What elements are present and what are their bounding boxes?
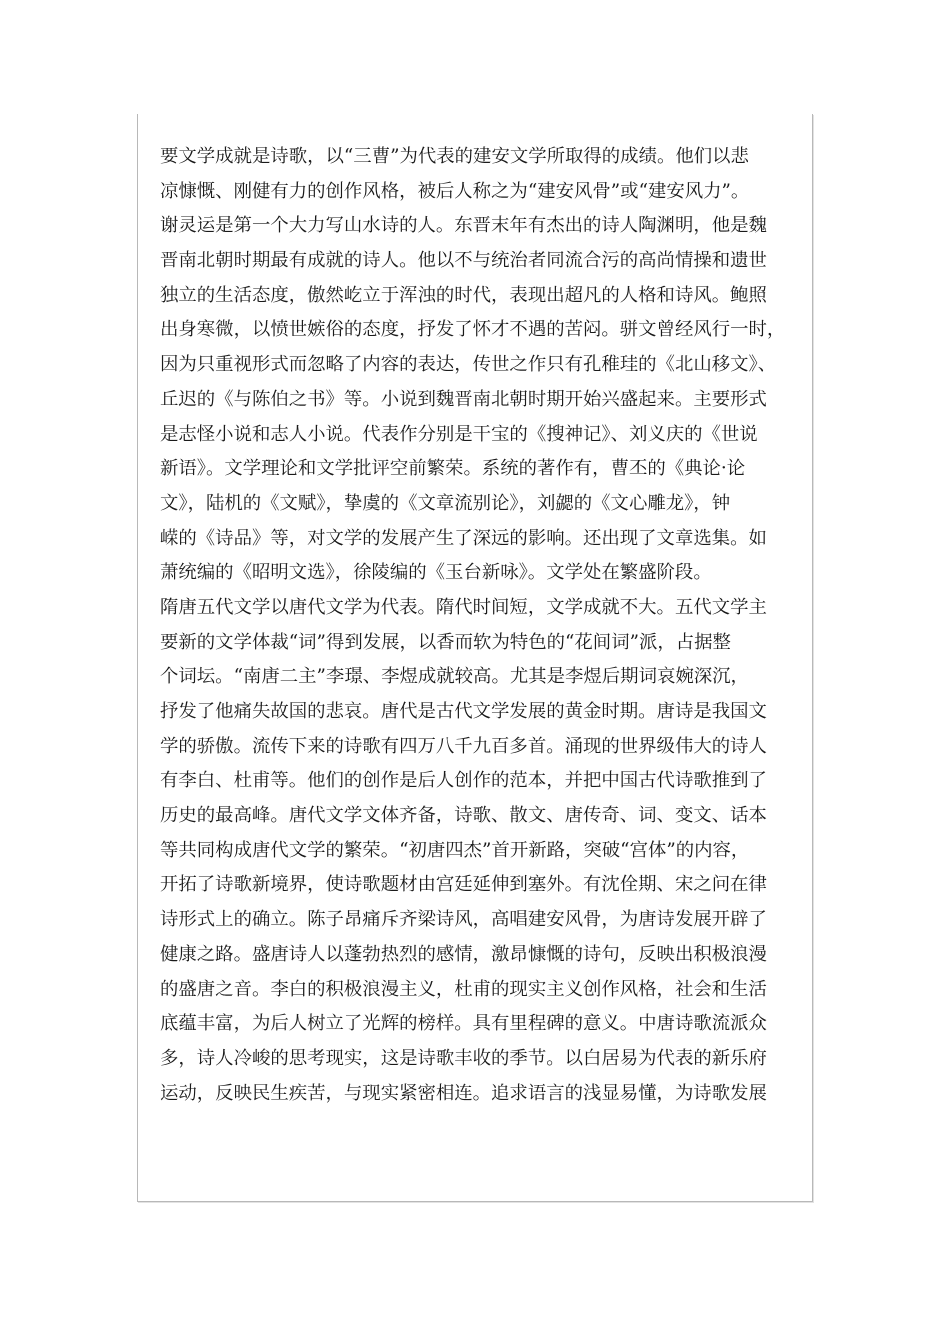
text-line: 有李白、杜甫等。他们的创作是后人创作的范本，并把中国古代诗歌推到了 [160,770,767,792]
text-line: 独立的生活态度，傲然屹立于浑浊的时代，表现出超凡的人格和诗风。鲍照 [160,284,767,306]
text-line: 要新的文学体裁“词”得到发展，以香而软为特色的“花间词”派，占据整 [160,631,731,653]
document-body [160,140,800,1111]
text-line: 新语》。文学理论和文学批评空前繁荣。系统的著作有，曹丕的《典论·论 [160,458,746,480]
text-line: 开拓了诗歌新境界，使诗歌题材由宫廷延伸到塞外。有沈佺期、宋之问在律 [160,874,767,896]
text-line: 学的骄傲。流传下来的诗歌有四万八千九百多首。涌现的世界级伟大的诗人 [160,735,767,757]
text-line: 晋南北朝时期最有成就的诗人。他以不与统治者同流合污的高尚情操和遗世 [160,250,767,272]
text-line: 谢灵运是第一个大力写山水诗的人。东晋末年有杰出的诗人陶渊明，他是魏 [160,215,767,237]
text-line: 运动，反映民生疾苦，与现实紧密相连。追求语言的浅显易懂，为诗歌发展 [160,1082,767,1104]
text-line: 文》，陆机的《文赋》，挚虞的《文章流别论》，刘勰的《文心雕龙》，钟 [160,492,731,514]
text-line: 是志怪小说和志人小说。代表作分别是干宝的《搜神记》、刘义庆的《世说 [160,423,758,445]
text-line: 隋唐五代文学以唐代文学为代表。隋代时间短，文学成就不大。五代文学主 [160,596,767,618]
text-line: 个词坛。“南唐二主”李璟、李煜成就较高。尤其是李煜后期词哀婉深沉， [160,666,749,688]
text-line: 嵘的《诗品》等，对文学的发展产生了深远的影响。还出现了文章选集。如 [160,527,767,549]
text-line: 健康之路。盛唐诗人以蓬勃热烈的感情，激昂慷慨的诗句，反映出积极浪漫 [160,943,767,965]
text-line: 的盛唐之音。李白的积极浪漫主义，杜甫的现实主义创作风格，社会和生活 [160,978,767,1000]
text-line: 多，诗人冷峻的思考现实，这是诗歌丰收的季节。以白居易为代表的新乐府 [160,1047,767,1069]
text-line: 凉慷慨、刚健有力的创作风格，被后人称之为“建安风骨”或“建安风力”。 [160,180,750,202]
text-line: 等共同构成唐代文学的繁荣。“初唐四杰”首开新路，突破“宫体”的内容， [160,839,750,861]
text-line: 历史的最高峰。唐代文学文体齐备，诗歌、散文、唐传奇、词、变文、话本 [160,805,767,827]
text-line: 因为只重视形式而忽略了内容的表达，传世之作只有孔稚珪的《北山移文》、 [160,354,777,376]
text-line: 萧统编的《昭明文选》，徐陵编的《玉台新咏》。文学处在繁盛阶段。 [160,562,712,584]
text-line: 底蕴丰富，为后人树立了光辉的榜样。具有里程碑的意义。中唐诗歌流派众 [160,1013,767,1035]
text-line: 诗形式上的确立。陈子昂痛斥齐梁诗风，高唱建安风骨，为唐诗发展开辟了 [160,909,767,931]
text-line: 抒发了他痛失故国的悲哀。唐代是古代文学发展的黄金时期。唐诗是我国文 [160,701,767,722]
text-line: 要文学成就是诗歌，以“三曹”为代表的建安文学所取得的成绩。他们以悲 [160,146,749,167]
text-line: 出身寒微，以愤世嫉俗的态度，抒发了怀才不遇的苦闷。骈文曾经风行一时， [160,319,786,341]
text-line: 丘迟的《与陈伯之书》等。小说到魏晋南北朝时期开始兴盛起来。主要形式 [160,388,767,410]
